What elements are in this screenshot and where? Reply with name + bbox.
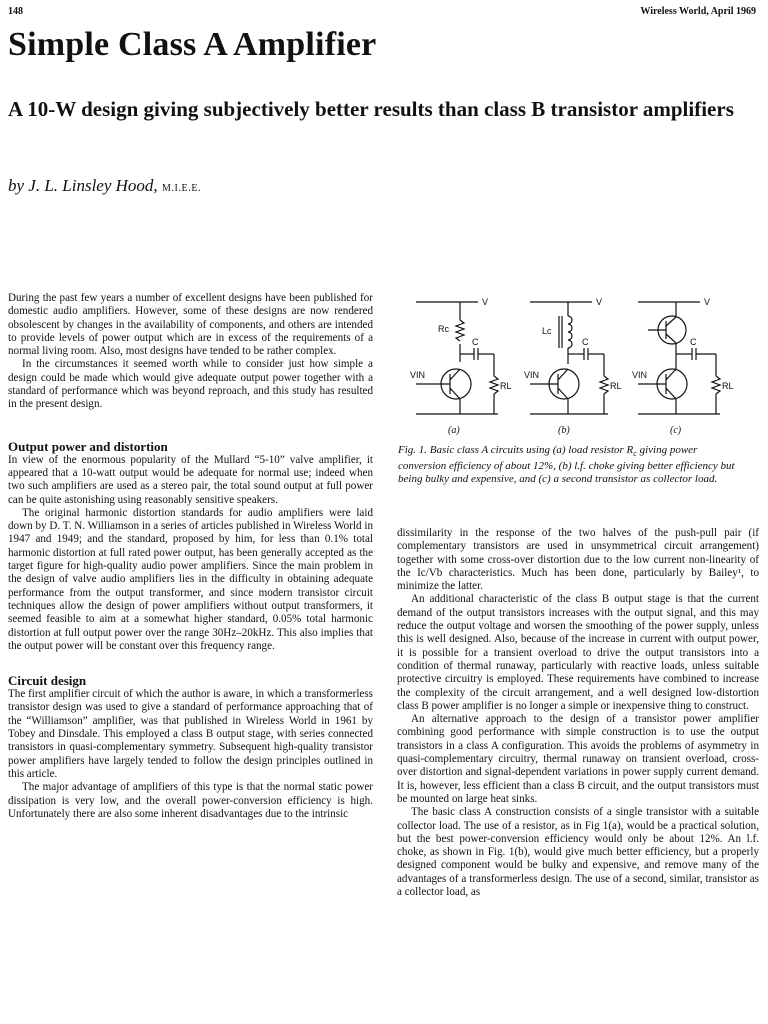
label-vin-c: VIN bbox=[632, 370, 648, 380]
section-heading-circuit-design: Circuit design bbox=[8, 673, 87, 689]
label-vin-a: VIN bbox=[410, 370, 426, 380]
label-v-b: V bbox=[596, 297, 603, 307]
right-paragraph-2: An additional characteristic of the class B output stage is that the current demand of the output transistors increases with the output signal, and this may reduce the output voltage and worsen the smoothing of the power supply, unless this is well designed. Also, because of the increase in current with output power, it is possible for a transient overload to drive the output transistors into a condition of thermal runaway, particularly with reactive loads, unless suitable protective circuitry is employed. These requirements have combined to increase the complexity of the circuit arrangement, and a well designed low-distortion class B power amplifier is no longer a simple or inexpensive thing to construct. bbox=[397, 593, 759, 712]
label-c-a: C bbox=[472, 337, 479, 347]
label-rl-b: RL bbox=[610, 381, 622, 391]
label-rc: Rc bbox=[438, 324, 449, 334]
right-column bbox=[397, 527, 759, 899]
panel-label-a: (a) bbox=[448, 425, 460, 436]
section1-paragraph-1: In view of the enormous popularity of the Mullard “5-10” valve amplifier, it appeared that a 10-watt output would be adequate for normal use; indeed when two such amplifiers are used as a stereo pair, the total sound output at full power can be quite astonishing using reasonably sensitive speakers. bbox=[8, 453, 373, 506]
label-c-b: C bbox=[582, 337, 589, 347]
article-subtitle: A 10-W design giving subjectively better results than class B transistor amplifiers bbox=[8, 97, 734, 121]
masthead: Wireless World, April 1969 bbox=[640, 6, 756, 17]
panel-label-c: (c) bbox=[670, 425, 682, 436]
label-c-c: C bbox=[690, 337, 697, 347]
label-vin-b: VIN bbox=[524, 370, 540, 380]
section2-paragraph-2: The major advantage of amplifiers of this type is that the normal static power dissipation is very low, and the overall power-conversion efficiency is high. Unfortunately there are also some inherent disadvantages due to the intrinsic bbox=[8, 781, 373, 820]
byline-qualifications: M.I.E.E. bbox=[161, 183, 202, 194]
section2-paragraph-1: The first amplifier circuit of which the author is aware, in which a transformerless transistor design was used to give a standard of performance approaching that of the “Williamson” amplifier, was that published in Wireless World in 1961 by Tobey and Dinsdale. This employed a class B output stage, with series connected transistors in quasi-complementary symmetry. Subsequent high-quality transistor power amplifiers have largely tended to follow the design principles outlined in this article. bbox=[8, 688, 373, 780]
section-heading-output-power: Output power and distortion bbox=[8, 438, 168, 454]
label-v-a: V bbox=[482, 297, 489, 307]
right-paragraph-4: The basic class A construction consists of a single transistor with a suitable collector load. The use of a resistor, as in Fig 1(a), would be a practical solution, but the best power-conversion efficiency would only be about 12%. An l.f. choke, as shown in Fig. 1(b), would give much better efficiency, but a properly designed component would be bulky and expensive, and remove many of the advantages of a transformerless design. The use of a second, similar, transistor as a collector load, as bbox=[397, 806, 759, 899]
left-column bbox=[8, 292, 373, 821]
figure-caption: Fig. 1. Basic class A circuits using (a) load resistor $R_c$ giving power conversion efficiency of about 12%, (b) l.f. choke giving better efficiency but being bulky and expensive, and (c) a second transistor as collector load. bbox=[398, 444, 735, 486]
label-rl-a: RL bbox=[500, 381, 512, 391]
right-paragraph-1: dissimilarity in the response of the two halves of the push-pull pair (if complementary transistors are used in unsymmetrical circuit arrangement) together with some cross-over distortion due to the low current non-linearity of the Ic/Vb characteristics. Much has been done, particularly by Bailey¹, to minimize the latter. bbox=[397, 527, 759, 593]
page-number: 148 bbox=[8, 6, 23, 17]
intro-paragraph-2: In the circumstances it seemed worth while to consider just how simple a design could be made which would give adequate output power together with a standard of performance which was beyond reproach, and this study has resulted in the present design. bbox=[8, 358, 373, 411]
label-rl-c: RL bbox=[722, 381, 734, 391]
section1-paragraph-2: The original harmonic distortion standards for audio amplifiers were laid down by D. T. N. Williamson in a series of articles published in Wireless World in 1947 and 1949; and the standard, proposed by him, for less than 0.1% total harmonic distortion at full rated power output, has been generally accepted as the target figure for high-quality audio power amplifiers. Since the main problem in the design of valve audio amplifiers lies in the difficulty in obtaining adequate performance from the output transformer, and since modern transistor circuit techniques allow the design of power amplifiers without output transformers, it seemed feasible to aim at a somewhat higher standard, 0.05% total harmonic distortion at full output power over the range 30Hz–20kHz. This also implies that the output power will be constant over this frequency range. bbox=[8, 506, 373, 652]
label-v-c: V bbox=[704, 297, 711, 307]
byline bbox=[8, 176, 201, 196]
panel-label-b: (b) bbox=[558, 425, 570, 436]
right-paragraph-3: An alternative approach to the design of a transistor power amplifier combining good performance with simple construction is to use the output transistors in a class A configuration. This avoids the problems of asymmetry in quasi-complementary circuitry, thermal runaway on transient overload, cross-over distortion and signal-dependent variations in power supply current demand. It is, however, less efficient than a class B circuit, and the output transistors must be mounted on large heat sinks. bbox=[397, 713, 759, 805]
circuit-figure bbox=[398, 290, 754, 440]
article-title: Simple Class A Amplifier bbox=[8, 26, 377, 63]
intro-paragraph-1: During the past few years a number of excellent designs have been published for domestic audio amplifiers. However, some of these designs are now rendered obsolescent by changes in the availability of components, and others are intended to provide levels of power output which are in excess of the requirements of a normal living room. Also, most designs have tended to be rather complex. bbox=[8, 292, 373, 358]
byline-author: by J. L. Linsley Hood, bbox=[8, 176, 158, 195]
label-lc: Lc bbox=[542, 326, 552, 336]
